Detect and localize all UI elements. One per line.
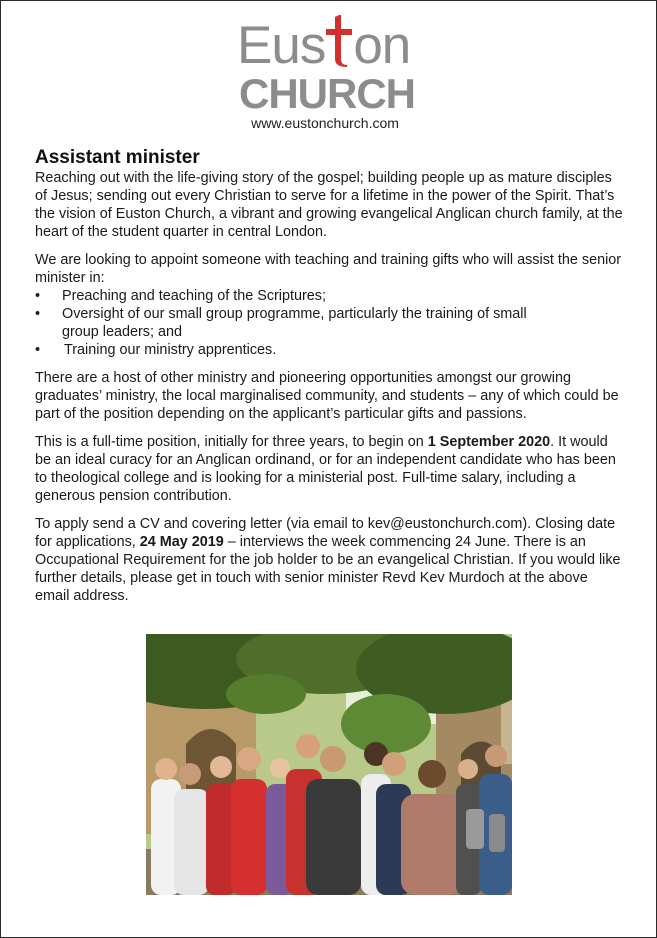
paragraph-vision: Reaching out with the life-giving story of the gospel; building people up as mature disciples of Jesus; sending out every Christian to serve for a lifetime in the power of the Spirit. That’s the vision of Euston Church, a vibrant and growing evangelical Anglican church family, at the heart of the student quarter in central London. [35, 170, 623, 240]
duties-list [35, 287, 625, 359]
paragraph-opportunities: There are a host of other ministry and pioneering opportunities amongst our growing graduates’ ministry, the local marginalised community, and students – any of which could be part of the position depending on the applicant’s particular gifts and passions. [35, 370, 619, 422]
congregation-photo [146, 634, 512, 895]
list-item: • Preaching and teaching of the Scriptures; [35, 288, 326, 304]
advert-body [35, 147, 625, 615]
paragraph-intro: We are looking to appoint someone with teaching and training gifts who will assist the senior minister in: [35, 252, 622, 286]
cross-icon [325, 15, 353, 67]
paragraph-apply: To apply send a CV and covering letter (via email to kev@eustonchurch.com). Closing date for applications, 24 May 2019 – interviews the week commencing 24 June. There is an Occupational Requirement for the job holder to be an evangelical Christian. If you would like further details, please get in touch with senior minister Revd Kev Murdoch at the above email address. [35, 516, 621, 604]
list-item: • Oversight of our small group programme, particularly the training of small group leaders; and [35, 306, 527, 340]
start-date: 1 September 2020 [427, 434, 551, 450]
paragraph-position: This is a full-time position, initially for three years, to begin on 1 September 2020. It would be an ideal curacy for an Anglican ordinand, or for an independent candidate who has been to theological college and is looking for a ministerial post. Full-time salary, including a generous pension contribution. [35, 434, 616, 504]
closing-date: 24 May 2019 [139, 534, 224, 550]
list-item: • Training our ministry apprentices. [35, 342, 277, 358]
euston-church-logo [237, 11, 413, 131]
logo-wordmark-euston: Eus on [237, 16, 411, 75]
website-url: www.eustonchurch.com [251, 115, 399, 131]
logo-wordmark-church: CHURCH [239, 70, 415, 117]
job-title: Assistant minister [35, 147, 200, 168]
